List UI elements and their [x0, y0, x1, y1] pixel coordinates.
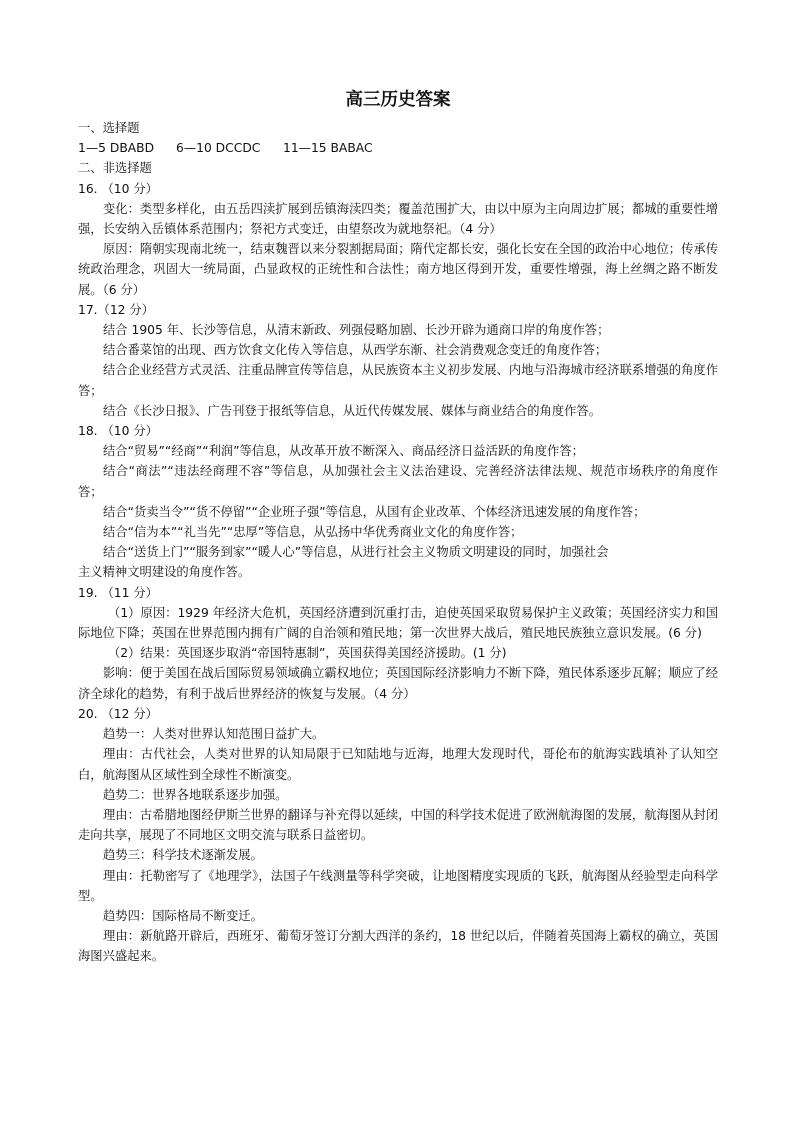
- question-19-impact: 影响：便于美国在战后国际贸易领域确立霸权地位；英国国际经济影响力不断下降，殖民体系逐步瓦解；顺应了经济全球化的趋势，有利于战后世界经济的恢复与发展。（4 分）: [78, 666, 718, 701]
- page-title: 高三历史答案: [345, 90, 451, 110]
- question-18-point-4: 结合“信为本”“礼当先”“忠厚”等信息，从弘扬中华优秀商业文化的角度作答；: [103, 525, 523, 540]
- question-16-reason: 原因：隋朝实现南北统一，结束魏晋以来分裂割据局面；隋代定都长安，强化长安在全国的政治中心地位；传承传统政治理念，巩固大一统局面，凸显政权的正统性和合法性；南方地区得到开发，重要性增强，海上丝绸之路不断发展。（6 分）: [78, 242, 718, 297]
- question-18-point-5a: 结合“送货上门”“服务到家”“暖人心”等信息，从进行社会主义物质文明建设的同时，加强社会: [103, 545, 609, 560]
- answer-group-2: 6—10 DCCDC: [176, 141, 261, 156]
- question-20-reason-1: 理由：古代社会，人类对世界的认知局限于已知陆地与近海，地理大发现时代，哥伦布的航海实践填补了认知空白，航海图从区域性到全球性不断演变。: [78, 747, 718, 782]
- question-20-trend-3: 趋势三：科学技术逐渐发展。: [103, 848, 263, 863]
- question-20-reason-4: 理由：新航路开辟后，西班牙、葡萄牙签订分割大西洋的条约，18 世纪以后，伴随着英国海上霸权的确立，英国海图兴盛起来。: [78, 929, 718, 964]
- question-17-point-2: 结合番菜馆的出现、西方饮食文化传入等信息，从西学东渐、社会消费观念变迁的角度作答；: [103, 343, 608, 358]
- question-18-point-3: 结合“货卖当令”“货不停留”“企业班子强”等信息，从国有企业改革、个体经济迅速发展的角度作答；: [103, 504, 646, 519]
- question-18-label: 18. （10 分）: [78, 424, 158, 439]
- question-19-label: 19. （11 分）: [78, 585, 158, 600]
- question-17-point-3: 结合企业经营方式灵活、注重品牌宣传等信息，从民族资本主义初步发展、内地与沿海城市经济联系增强的角度作答；: [78, 363, 718, 398]
- question-20-reason-3: 理由：托勒密写了《地理学》，法国子午线测量等科学突破，让地图精度实现质的飞跃，航海图从经验型走向科学型。: [78, 868, 718, 903]
- answer-group-3: 11—15 BABAC: [283, 141, 373, 156]
- question-18-point-1: 结合“贸易”“经商”“利润”等信息，从改革开放不断深入、商品经济日益活跃的角度作答；: [103, 444, 584, 459]
- question-18-point-2: 结合“商法”“违法经商理不容”等信息，从加强社会主义法治建设、完善经济法律法规、规范市场秩序的角度作答；: [78, 464, 718, 499]
- question-20-label: 20. （12 分）: [78, 706, 158, 721]
- question-20-trend-2: 趋势二：世界各地联系逐步加强。: [103, 787, 288, 802]
- question-19-part-1: （1）原因：1929 年经济大危机，英国经济遭到沉重打击，迫使英国采取贸易保护主义政策；英国经济实力和国际地位下降；英国在世界范围内拥有广阔的自治领和殖民地；第一次世界大战后，殖民地民族独立意识发展。(6 分): [78, 605, 718, 641]
- question-20-trend-1: 趋势一：人类对世界认知范围日益扩大。: [103, 727, 325, 742]
- question-18-point-5b: 主义精神文明建设的角度作答。: [78, 565, 251, 580]
- section-heading-choice: 一、选择题: [78, 121, 140, 135]
- section-heading-nonchoice: 二、非选择题: [78, 161, 152, 176]
- question-17-point-1: 结合 1905 年、长沙等信息，从清末新政、列强侵略加剧、长沙开辟为通商口岸的角度作答；: [103, 323, 610, 338]
- question-16-label: 16. （10 分）: [78, 181, 158, 196]
- question-19-part-2: （2）结果：英国逐步取消“帝国特惠制”，英国获得美国经济援助。(1 分): [108, 646, 507, 661]
- question-17-point-4: 结合《长沙日报》、广告刊登于报纸等信息，从近代传媒发展、媒体与商业结合的角度作答。: [103, 403, 602, 418]
- question-20-trend-4: 趋势四：国际格局不断变迁。: [103, 908, 263, 923]
- question-17-label: 17.（12 分）: [78, 302, 155, 317]
- question-16-change: 变化：类型多样化，由五岳四渎扩展到岳镇海渎四类；覆盖范围扩大，由以中原为主向周边扩展；都城的重要性增强，长安纳入岳镇体系范围内；祭祀方式变迁，由望祭改为就地祭祀。（4 分）: [78, 201, 718, 237]
- choice-answers: [78, 138, 718, 158]
- answer-group-1: 1—5 DBABD: [78, 141, 155, 156]
- question-20-reason-2: 理由：古希腊地图经伊斯兰世界的翻译与补充得以延续，中国的科学技术促进了欧洲航海图的发展，航海图从封闭走向共享，展现了不同地区文明交流与联系日益密切。: [78, 807, 718, 843]
- answer-sheet: [78, 88, 718, 967]
